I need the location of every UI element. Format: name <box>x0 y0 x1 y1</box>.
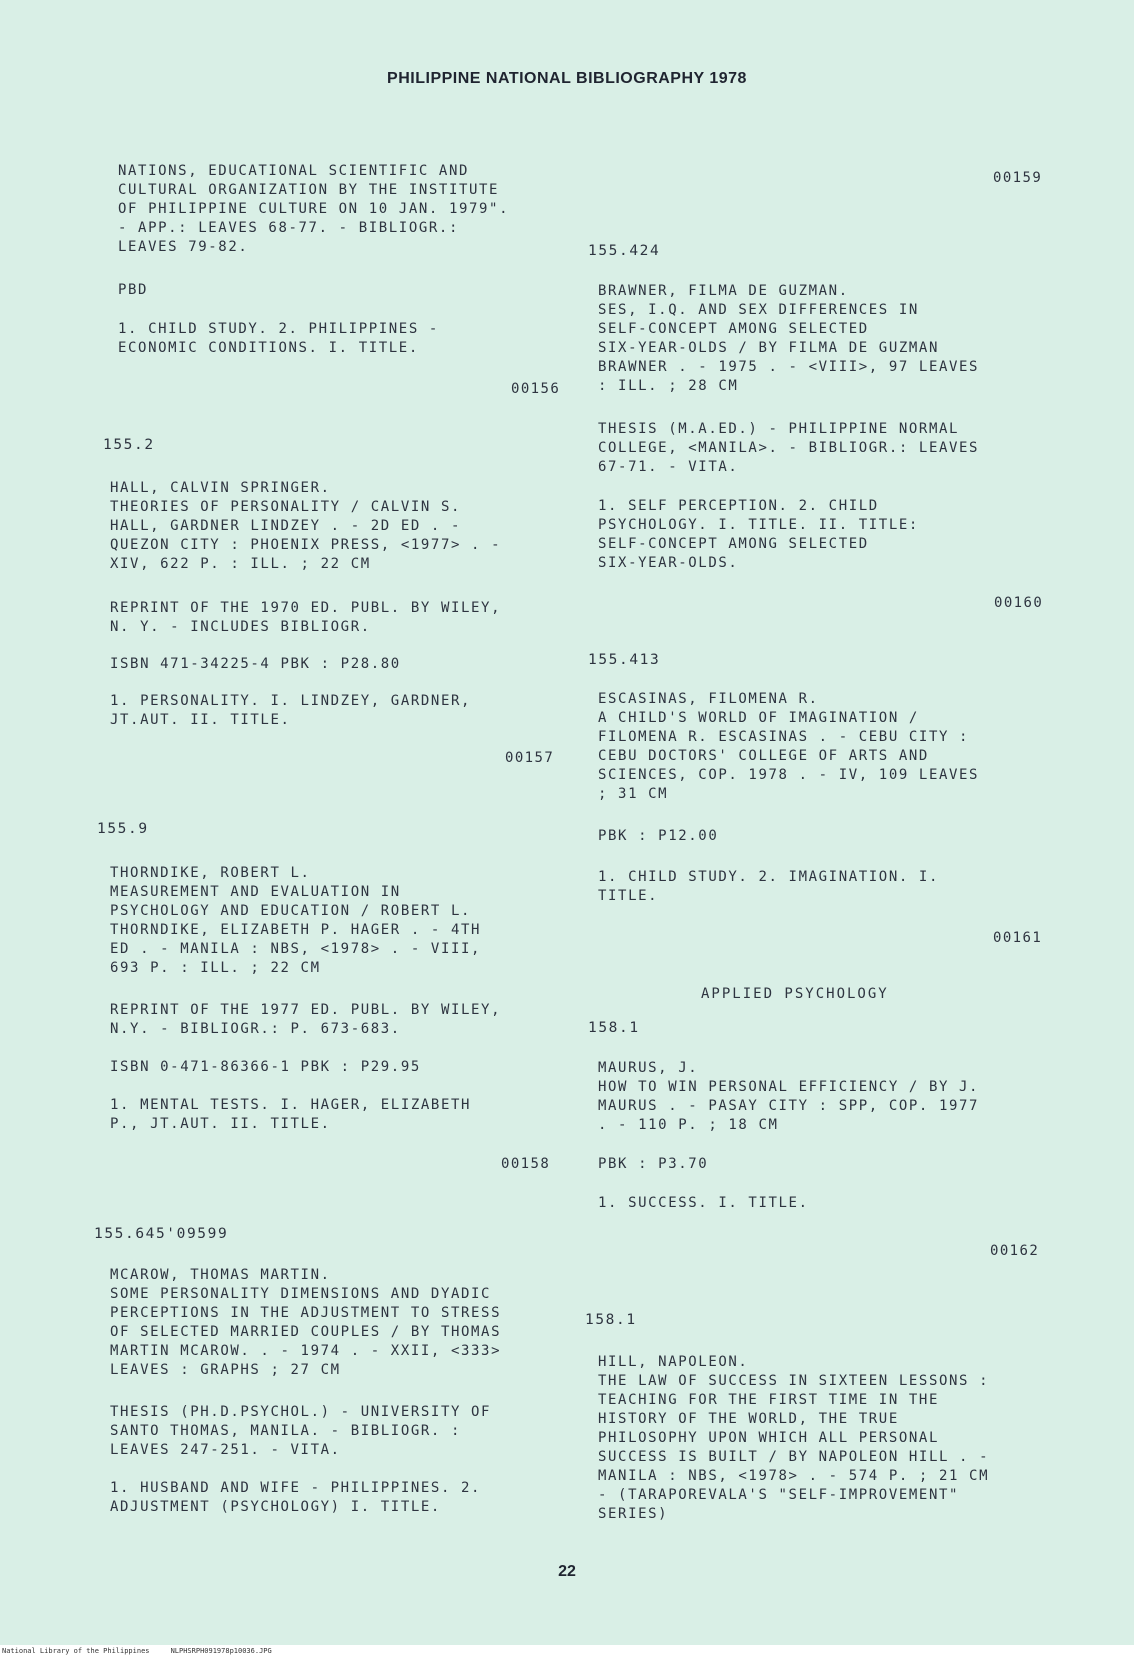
classification-number: 155.9 <box>97 821 149 837</box>
entry-note: THESIS (M.A.ED.) - PHILIPPINE NORMAL COLLEGE, <MANILA>. - BIBLIOGR.: LEAVES 67-71. - VITA. <box>598 421 980 475</box>
entry-subjects: 1. MENTAL TESTS. I. HAGER, ELIZABETH P., JT.AUT. II. TITLE. <box>110 1097 472 1132</box>
continued-entry-binding: PBD <box>118 282 149 298</box>
section-heading: APPLIED PSYCHOLOGY <box>701 986 889 1002</box>
entry-isbn: ISBN 0-471-86366-1 PBK : P29.95 <box>110 1059 421 1075</box>
entry-subjects: 1. CHILD STUDY. 2. IMAGINATION. I. TITLE. <box>598 869 939 904</box>
entry-number: 00162 <box>990 1243 1040 1259</box>
classification-number: 158.1 <box>588 1020 640 1036</box>
entry-description: BRAWNER, FILMA DE GUZMAN. SES, I.Q. AND SEX DIFFERENCES IN SELF-CONCEPT AMONG SELECTED SIX-YEAR-OLDS / BY FILMA DE GUZMAN BRAWNER . - 1975 . - <VIII>, 97 LEAVES : ILL. ; 28 CM <box>598 283 980 394</box>
entry-isbn: PBK : P3.70 <box>598 1156 709 1172</box>
scan-caption: National Library of the Philippines NLPHSRPH091978p10036.JPG <box>2 1647 272 1655</box>
page-title: PHILIPPINE NATIONAL BIBLIOGRAPHY 1978 <box>387 70 747 87</box>
entry-subjects: 1. HUSBAND AND WIFE - PHILIPPINES. 2. ADJUSTMENT (PSYCHOLOGY) I. TITLE. <box>110 1480 482 1515</box>
entry-note: THESIS (PH.D.PSYCHOL.) - UNIVERSITY OF SANTO THOMAS, MANILA. - BIBLIOGR. : LEAVES 247-251. - VITA. <box>110 1404 492 1458</box>
entry-description: THORNDIKE, ROBERT L. MEASUREMENT AND EVALUATION IN PSYCHOLOGY AND EDUCATION / ROBERT L. THORNDIKE, ELIZABETH P. HAGER . - 4TH ED . - MANILA : NBS, <1978> . - VIII, 693 P. : ILL. ; 22 CM <box>110 865 482 976</box>
entry-number: 00159 <box>993 170 1043 186</box>
entry-description: HALL, CALVIN SPRINGER. THEORIES OF PERSONALITY / CALVIN S. HALL, GARDNER LINDZEY . - 2D ED . - QUEZON CITY : PHOENIX PRESS, <1977> . - XIV, 622 P. : ILL. ; 22 CM <box>110 480 502 572</box>
entry-number: 00157 <box>505 750 555 766</box>
entry-isbn: ISBN 471-34225-4 PBK : P28.80 <box>110 656 401 672</box>
entry-number: 00156 <box>511 381 561 397</box>
classification-number: 155.424 <box>588 243 661 259</box>
entry-number: 00161 <box>993 930 1043 946</box>
entry-note: REPRINT OF THE 1977 ED. PUBL. BY WILEY, N.Y. - BIBLIOGR.: P. 673-683. <box>110 1002 502 1037</box>
entry-subjects: 1. SUCCESS. I. TITLE. <box>598 1195 809 1211</box>
continued-entry-subjects: 1. CHILD STUDY. 2. PHILIPPINES - ECONOMIC CONDITIONS. I. TITLE. <box>118 321 439 356</box>
entry-description: MAURUS, J. HOW TO WIN PERSONAL EFFICIENCY / BY J. MAURUS . - PASAY CITY : SPP, COP. 1977 . - 110 P. ; 18 CM <box>598 1060 980 1133</box>
page-number: 22 <box>558 1563 576 1580</box>
entry-number: 00158 <box>501 1156 551 1172</box>
entry-subjects: 1. PERSONALITY. I. LINDZEY, GARDNER, JT.AUT. II. TITLE. <box>110 693 472 728</box>
classification-number: 155.2 <box>103 437 155 453</box>
entry-note: REPRINT OF THE 1970 ED. PUBL. BY WILEY, N. Y. - INCLUDES BIBLIOGR. <box>110 600 502 635</box>
entry-description: MCAROW, THOMAS MARTIN. SOME PERSONALITY DIMENSIONS AND DYADIC PERCEPTIONS IN THE ADJUSTMENT TO STRESS OF SELECTED MARRIED COUPLES / BY THOMAS MARTIN MCAROW. . - 1974 . - XXII, <333> LEAVES : GRAPHS ; 27 CM <box>110 1267 502 1378</box>
continued-entry-text: NATIONS, EDUCATIONAL SCIENTIFIC AND CULTURAL ORGANIZATION BY THE INSTITUTE OF PHILIPPINE CULTURE ON 10 JAN. 1979". - APP.: LEAVES 68-77. - BIBLIOGR.: LEAVES 79-82. <box>118 163 510 255</box>
classification-number: 155.413 <box>588 652 661 668</box>
entry-description: ESCASINAS, FILOMENA R. A CHILD'S WORLD OF IMAGINATION / FILOMENA R. ESCASINAS . - CEBU CITY : CEBU DOCTORS' COLLEGE OF ARTS AND SCIENCES, COP. 1978 . - IV, 109 LEAVES ; 31 CM <box>598 691 980 802</box>
entry-isbn: PBK : P12.00 <box>598 828 719 844</box>
entry-number: 00160 <box>994 595 1044 611</box>
entry-description: HILL, NAPOLEON. THE LAW OF SUCCESS IN SIXTEEN LESSONS : TEACHING FOR THE FIRST TIME IN THE HISTORY OF THE WORLD, THE TRUE PHILOSOPHY UPON WHICH ALL PERSONAL SUCCESS IS BUILT / BY NAPOLEON HILL . - MANILA : NBS, <1978> . - 574 P. ; 21 CM - (TARAPOREVALA'S "SELF-IMPROVEMENT" SERIES) <box>598 1354 990 1522</box>
entry-subjects: 1. SELF PERCEPTION. 2. CHILD PSYCHOLOGY. I. TITLE. II. TITLE: SELF-CONCEPT AMONG SELECTED SIX-YEAR-OLDS. <box>598 498 919 571</box>
classification-number: 158.1 <box>585 1312 637 1328</box>
classification-number: 155.645'09599 <box>94 1226 229 1242</box>
